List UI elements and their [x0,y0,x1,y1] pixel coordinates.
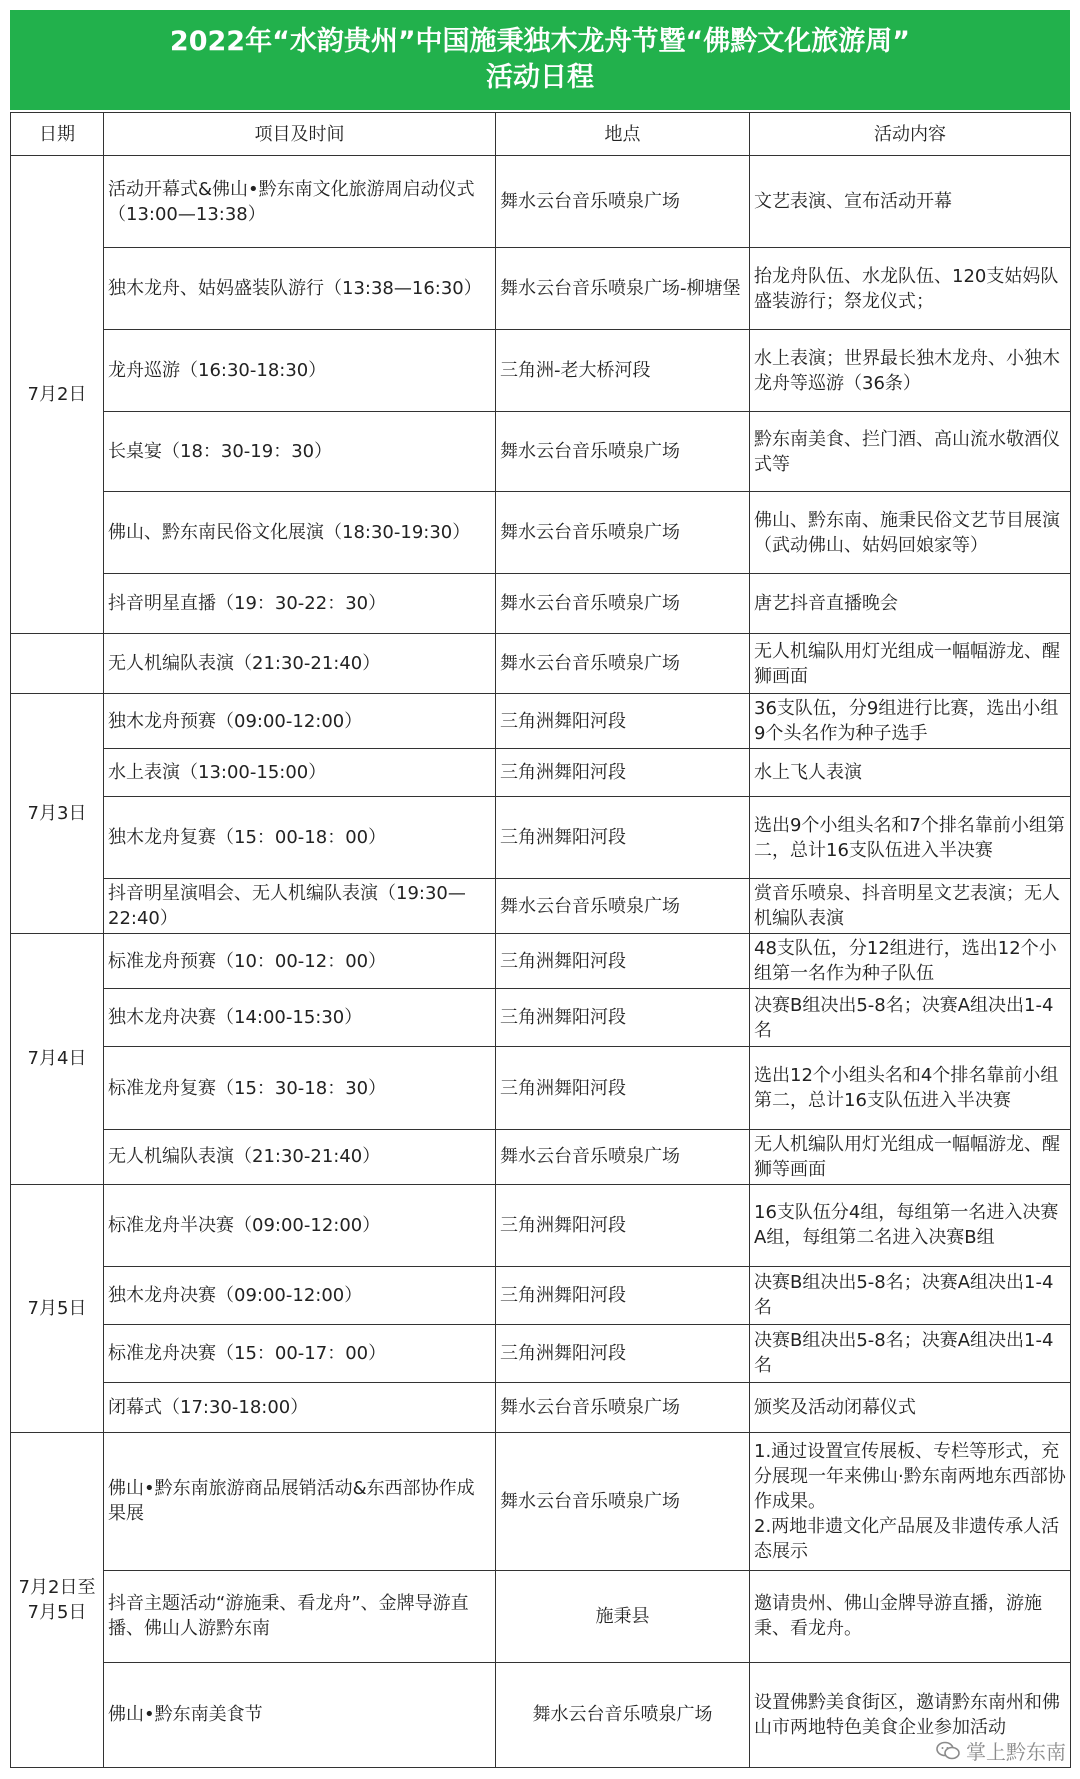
content-cell: 1.通过设置宣传展板、专栏等形式，充分展现一年来佛山·黔东南两地东西部协作成果。 2.两地非遗文化产品展及非遗传承人活态展示 [750,1432,1071,1570]
content-cell: 16支队伍分4组，每组第一名进入决赛A组，每组第二名进入决赛B组 [750,1184,1071,1266]
item-cell: 佛山、黔东南民俗文化展演（18:30-19:30） [104,492,496,574]
table-row [11,634,1071,694]
content-cell: 无人机编队用灯光组成一幅幅游龙、醒狮画面 [750,634,1071,694]
item-cell: 独木龙舟复赛（15：00-18：00） [104,797,496,879]
table-row [11,330,1071,412]
content-cell: 决赛B组决出5-8名；决赛A组决出1-4名 [750,1324,1071,1382]
content-cell: 文艺表演、宣布活动开幕 [750,156,1071,248]
table-row [11,1129,1071,1184]
item-cell: 标准龙舟半决赛（09:00-12:00） [104,1184,496,1266]
table-row [11,492,1071,574]
content-cell: 选出9个小组头名和7个排名靠前小组第二，总计16支队伍进入半决赛 [750,797,1071,879]
item-cell: 佛山•黔东南美食节 [104,1662,496,1767]
location-cell: 舞水云台音乐喷泉广场 [496,1432,750,1570]
wechat-icon [936,1741,960,1761]
item-cell: 闭幕式（17:30-18:00） [104,1382,496,1432]
location-cell: 舞水云台音乐喷泉广场 [496,634,750,694]
date-cell [11,634,104,694]
location-cell: 三角洲舞阳河段 [496,1184,750,1266]
table-row [11,1432,1071,1570]
watermark-text: 掌上黔东南 [966,1740,1066,1764]
location-cell: 舞水云台音乐喷泉广场 [496,1382,750,1432]
location-cell: 三角洲舞阳河段 [496,694,750,749]
item-cell: 标准龙舟复赛（15：30-18：30） [104,1047,496,1129]
content-cell: 佛山、黔东南、施秉民俗文艺节目展演（武动佛山、姑妈回娘家等） [750,492,1071,574]
location-cell: 舞水云台音乐喷泉广场 [496,412,750,492]
schedule-title-banner [10,10,1070,110]
schedule-title-line2: 活动日程 [486,62,594,93]
column-header-content: 活动内容 [750,113,1071,156]
location-cell: 舞水云台音乐喷泉广场 [496,156,750,248]
location-cell: 舞水云台音乐喷泉广场 [496,1662,750,1767]
item-cell: 长桌宴（18：30-19：30） [104,412,496,492]
content-cell: 决赛B组决出5-8名；决赛A组决出1-4名 [750,989,1071,1047]
table-row [11,749,1071,797]
content-cell: 颁奖及活动闭幕仪式 [750,1382,1071,1432]
table-row [11,1266,1071,1324]
location-cell: 三角洲舞阳河段 [496,749,750,797]
location-cell: 舞水云台音乐喷泉广场 [496,1129,750,1184]
item-cell: 标准龙舟决赛（15：00-17：00） [104,1324,496,1382]
date-cell: 7月2日至7月5日 [11,1432,104,1767]
item-cell: 独木龙舟预赛（09:00-12:00） [104,694,496,749]
date-cell: 7月2日 [11,156,104,634]
item-cell: 抖音明星直播（19：30-22：30） [104,574,496,634]
item-cell: 抖音明星演唱会、无人机编队表演（19:30—22:40） [104,879,496,934]
table-row [11,1382,1071,1432]
location-cell: 三角洲舞阳河段 [496,1266,750,1324]
table-row [11,1662,1071,1767]
item-cell: 无人机编队表演（21:30-21:40） [104,1129,496,1184]
item-cell: 抖音主题活动“游施秉、看龙舟”、金牌导游直播、佛山人游黔东南 [104,1570,496,1662]
table-row [11,1184,1071,1266]
location-cell: 三角洲舞阳河段 [496,989,750,1047]
item-cell: 佛山•黔东南旅游商品展销活动&东西部协作成果展 [104,1432,496,1570]
date-cell: 7月4日 [11,934,104,1184]
table-row [11,574,1071,634]
watermark [936,1736,1066,1765]
date-cell: 7月5日 [11,1184,104,1432]
location-cell: 舞水云台音乐喷泉广场 [496,879,750,934]
location-cell: 三角洲舞阳河段 [496,1047,750,1129]
content-cell: 赏音乐喷泉、抖音明星文艺表演；无人机编队表演 [750,879,1071,934]
item-cell: 独木龙舟决赛（14:00-15:30） [104,989,496,1047]
item-cell: 标准龙舟预赛（10：00-12：00） [104,934,496,989]
table-row [11,934,1071,989]
content-cell: 设置佛黔美食街区，邀请黔东南州和佛山市两地特色美食企业参加活动 [750,1662,1071,1767]
location-cell: 三角洲-老大桥河段 [496,330,750,412]
content-cell: 黔东南美食、拦门酒、高山流水敬酒仪式等 [750,412,1071,492]
schedule-table [10,112,1071,1768]
location-cell: 舞水云台音乐喷泉广场 [496,574,750,634]
column-header-item: 项目及时间 [104,113,496,156]
table-row [11,989,1071,1047]
location-cell: 三角洲舞阳河段 [496,797,750,879]
content-cell: 水上飞人表演 [750,749,1071,797]
table-row [11,248,1071,330]
item-cell: 龙舟巡游（16:30-18:30） [104,330,496,412]
table-row [11,694,1071,749]
content-cell: 唐艺抖音直播晚会 [750,574,1071,634]
content-cell: 水上表演；世界最长独木龙舟、小独木龙舟等巡游（36条） [750,330,1071,412]
location-cell: 三角洲舞阳河段 [496,934,750,989]
item-cell: 无人机编队表演（21:30-21:40） [104,634,496,694]
content-cell: 决赛B组决出5-8名；决赛A组决出1-4名 [750,1266,1071,1324]
item-cell: 水上表演（13:00-15:00） [104,749,496,797]
content-cell: 无人机编队用灯光组成一幅幅游龙、醒狮等画面 [750,1129,1071,1184]
date-cell: 7月3日 [11,694,104,934]
content-cell: 48支队伍，分12组进行，选出12个小组第一名作为种子队伍 [750,934,1071,989]
table-row [11,1047,1071,1129]
item-cell: 活动开幕式&佛山•黔东南文化旅游周启动仪式（13:00—13:38） [104,156,496,248]
table-row [11,156,1071,248]
location-cell: 施秉县 [496,1570,750,1662]
location-cell: 舞水云台音乐喷泉广场 [496,492,750,574]
table-row [11,1324,1071,1382]
column-header-location: 地点 [496,113,750,156]
table-header-row [11,113,1071,156]
item-cell: 独木龙舟、姑妈盛装队游行（13:38—16:30） [104,248,496,330]
content-cell: 36支队伍，分9组进行比赛，选出小组9个头名作为种子选手 [750,694,1071,749]
column-header-date: 日期 [11,113,104,156]
table-row [11,797,1071,879]
table-row [11,879,1071,934]
content-cell: 选出12个小组头名和4个排名靠前小组第二，总计16支队伍进入半决赛 [750,1047,1071,1129]
table-row [11,412,1071,492]
table-row [11,1570,1071,1662]
content-cell: 抬龙舟队伍、水龙队伍、120支姑妈队盛装游行；祭龙仪式； [750,248,1071,330]
item-cell: 独木龙舟决赛（09:00-12:00） [104,1266,496,1324]
content-cell: 邀请贵州、佛山金牌导游直播，游施秉、看龙舟。 [750,1570,1071,1662]
location-cell: 舞水云台音乐喷泉广场-柳塘堡 [496,248,750,330]
location-cell: 三角洲舞阳河段 [496,1324,750,1382]
schedule-title-line1: 2022年“水韵贵州”中国施秉独木龙舟节暨“佛黔文化旅游周” [169,26,911,57]
